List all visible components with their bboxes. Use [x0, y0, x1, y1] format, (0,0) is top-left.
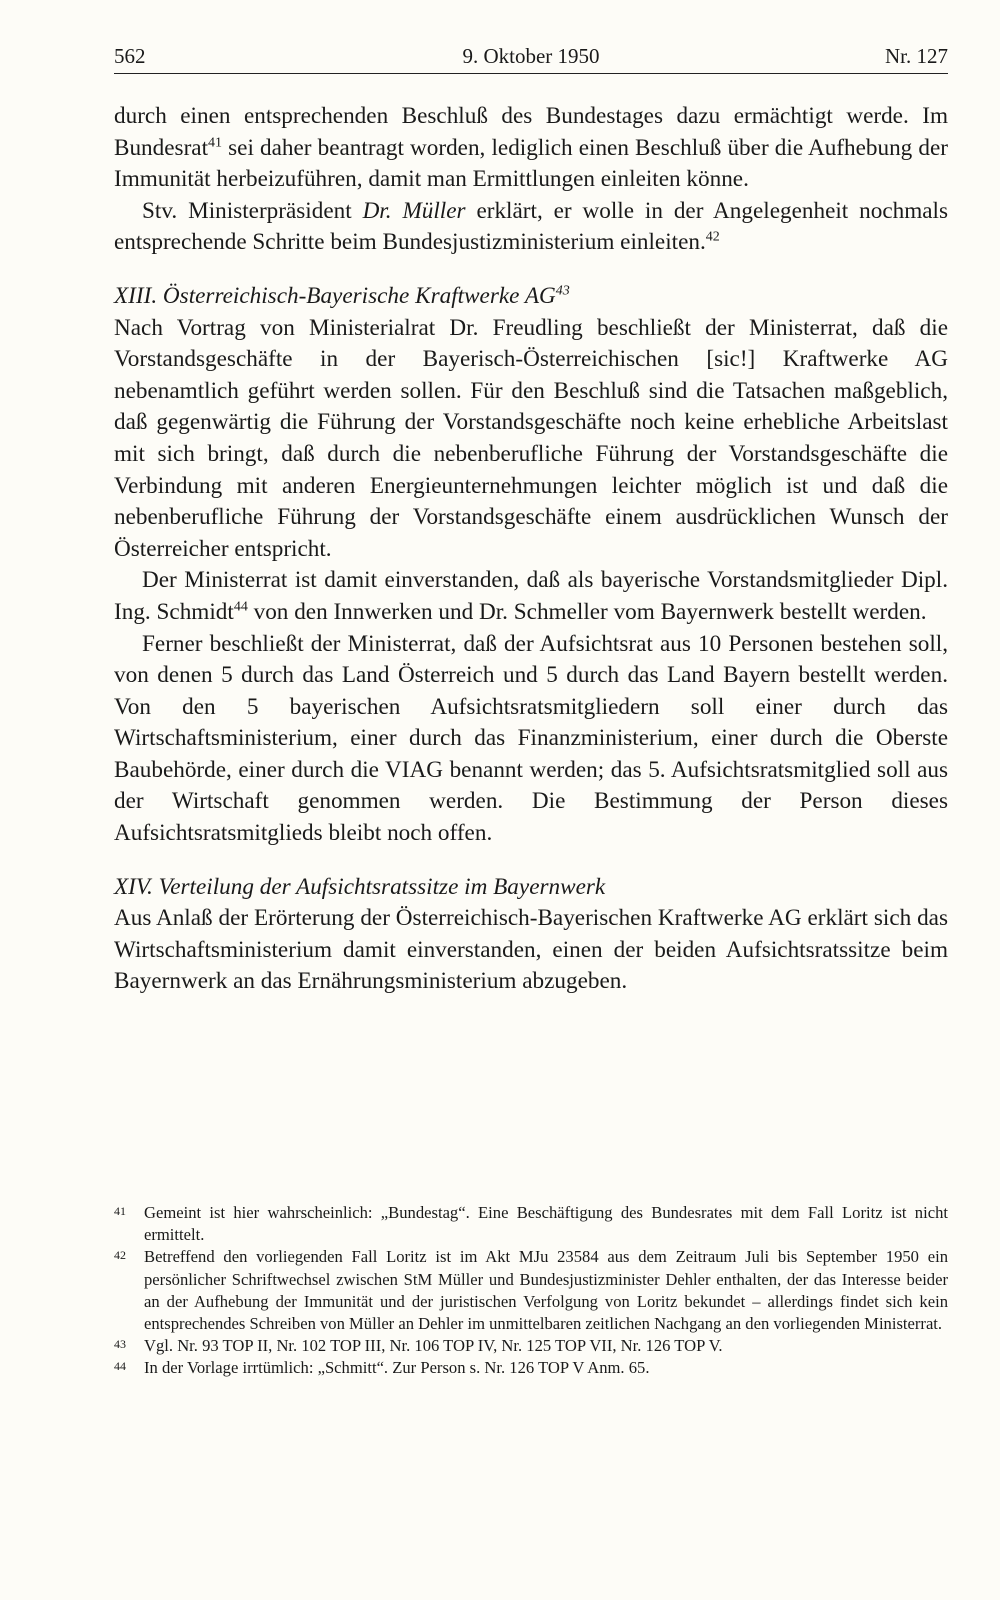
- header-date: 9. Oktober 1950: [462, 44, 600, 68]
- paragraph-vorstandsmitglieder: [114, 565, 948, 628]
- footnote-text: Gemeint ist hier wahrscheinlich: „Bundestag“. Eine Beschäftigung des Bundesrates mit dem Fall Loritz ist nicht ermittelt.: [144, 1203, 948, 1245]
- header-issue-number: Nr. 127: [885, 44, 948, 68]
- paragraph-aufsichtsrat: Ferner beschließt der Ministerrat, daß der Aufsichtsrat aus 10 Personen bestehen soll, von denen 5 durch das Land Österreich und 5 durch das Land Bayern bestellt werden. Von den 5 bayerischen Aufsichtsratsmitgliedern soll einer durch das Wirtschaftsministerium, einer durch das Finanzministerium, einer durch die Oberste Baubehörde, einer durch die VIAG benannt werden; das 5. Aufsichtsratsmitglied soll aus der Wirtschaft genommen werden. Die Bestimmung der Person dieses Aufsichtsratsmitglieds bleibt noch offen.: [114, 630, 948, 847]
- footnote-number: 43: [114, 1337, 126, 1352]
- footnote-ref-43: 43: [555, 283, 570, 299]
- footnote-ref-41: 41: [208, 134, 223, 150]
- heading-text: XIII. Österreichisch-Bayerische Kraftwerke AG: [114, 282, 556, 309]
- paragraph-bundesrat: [114, 101, 948, 196]
- footnote-number: 41: [114, 1204, 126, 1218]
- section-heading-xiv: XIV. Verteilung der Aufsichtsratssitze im Bayernwerk: [114, 873, 606, 900]
- paragraph-aufsichtsratssitze: Aus Anlaß der Erörterung der Österreichisch-Bayerischen Kraftwerke AG erklärt sich das Wirtschaftsministerium damit einverstanden, einen der beiden Aufsichtsratssitze beim Bayernwerk an das Ernährungsministerium abzugeben.: [114, 905, 948, 995]
- footnote-44: [114, 1357, 948, 1379]
- footnote-ref-44: 44: [233, 599, 248, 615]
- running-header: [114, 44, 948, 76]
- person-name: Dr. Müller: [362, 197, 466, 224]
- paragraph-text: durch einen entsprechenden Beschluß des Bundestages dazu ermächtigt werde. Im Bundesrat: [114, 103, 948, 161]
- footnote-text: Betreffend den vorliegenden Fall Loritz ist im Akt MJu 23584 aus dem Zeitraum Juli bis September 1950 ein persönlicher Schriftwechsel zwischen StM Müller und Bundesjustizminister Dehler enthalten, der das Interesse beider an der Aufhebung der Immunität und der juristischen Verfolgung von Loritz bekundet – allerdings findet sich kein entsprechendes Schreiben von Müller an Dehler im unmittelbaren zeitlichen Nachgang an den vorliegenden Ministerrat.: [144, 1247, 948, 1334]
- main-text: [114, 101, 948, 998]
- footnote-number: 44: [114, 1359, 126, 1374]
- paragraph-text: von den Innwerken und Dr. Schmeller vom Bayernwerk bestellt werden.: [247, 598, 927, 625]
- header-rule: [114, 73, 948, 74]
- footnote-43: [114, 1335, 948, 1357]
- footnote-42: [114, 1246, 948, 1335]
- footnote-text: In der Vorlage irrtümlich: „Schmitt“. Zur Person s. Nr. 126 TOP V Anm. 65.: [144, 1358, 650, 1378]
- paragraph-text: Stv. Ministerpräsident: [142, 197, 363, 224]
- footnote-41: [114, 1202, 948, 1246]
- paragraph-text: erklärt, er wolle in der Angelegenheit nochmals entsprechende Schritte beim Bundesjustizministerium einleiten.: [114, 197, 948, 256]
- footnote-number: 42: [114, 1248, 126, 1263]
- footnote-ref-42: 42: [705, 229, 720, 245]
- footnote-text: Vgl. Nr. 93 TOP II, Nr. 102 TOP III, Nr. 106 TOP IV, Nr. 125 TOP VII, Nr. 126 TOP V.: [144, 1336, 723, 1356]
- paragraph-text: Der Ministerrat ist damit einverstanden, daß als bayerische Vorstandsmitglieder Dipl. Ing. Schmidt: [114, 567, 948, 625]
- paragraph-text: sei daher beantragt worden, lediglich einen Beschluß über die Aufhebung der Immunität herbeizuführen, damit man Ermittlungen einleiten könne.: [114, 134, 948, 193]
- footnotes: [114, 1202, 948, 1380]
- paragraph-mueller: [114, 196, 948, 259]
- paragraph-vorstand: Nach Vortrag von Ministerialrat Dr. Freudling beschließt der Ministerrat, daß die Vorstandsgeschäfte in der Bayerisch-Österreichischen [sic!] Kraftwerke AG nebenamtlich geführt werden sollen. Für den Beschluß sind die Tatsachen maßgeblich, daß gegenwärtig die Führung der Vorstandsgeschäfte noch keine erhebliche Arbeitslast mit sich bringt, daß durch die nebenberufliche Führung der Vorstandsgeschäfte die Verbindung mit anderen Energieunternehmungen leichter möglich ist und daß die nebenberufliche Führung der Vorstandsgeschäfte einem ausdrücklichen Wunsch der Österreicher entspricht.: [114, 314, 948, 562]
- page-number: 562: [114, 44, 146, 68]
- section-heading-xiii: [114, 281, 948, 313]
